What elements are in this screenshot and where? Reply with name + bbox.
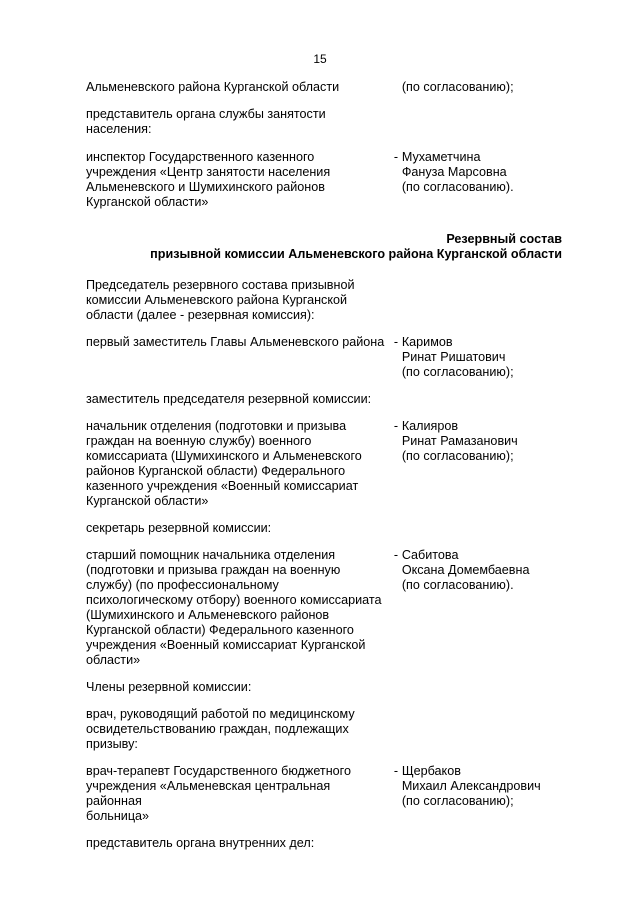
position-text: врач-терапевт Государственного бюджетного учреждения «Альменевская центральная районная больница»	[86, 764, 351, 823]
member-entry	[86, 80, 566, 95]
paragraph: представитель органа службы занятости населения:	[86, 107, 326, 136]
paragraph: Председатель резервного состава призывной комиссии Альменевского района Курганской области (далее - резервная комиссия):	[86, 278, 355, 322]
member-entry	[86, 335, 566, 380]
paragraph: Члены резервной комиссии:	[86, 680, 252, 694]
position-text: Альменевского района Курганской области	[86, 80, 340, 94]
member-entry	[86, 764, 566, 824]
position-text: начальник отделения (подготовки и призыва граждан на военную службу) военного комиссариата (Шумихинского и Альменевского районов Курганской области) Федерального казенного учреждения «Военный комиссариат Курганской области»	[86, 419, 362, 508]
position-text: старший помощник начальника отделения (подготовки и призыва граждан на военную службу) (по профессиональному психологическому отбору) военного комиссариата (Шумихинского и Альменевского районов Курганской области) Федерального казенного учреждения «Военный комиссариат Курганской области»	[86, 548, 382, 667]
document-body	[86, 80, 566, 851]
section-heading: Резервный состав призывной комиссии Альменевского района Курганской области	[150, 232, 562, 261]
paragraph: врач, руководящий работой по медицинскому освидетельствованию граждан, подлежащих призыву:	[86, 707, 355, 751]
person-name: - Каримов Ринат Ришатович (по согласованию);	[393, 335, 514, 379]
member-entry	[86, 419, 566, 509]
paragraph: представитель органа внутренних дел:	[86, 836, 315, 850]
person-name: - Сабитова Оксана Домембаевна (по согласованию).	[393, 548, 530, 592]
member-entry	[86, 150, 566, 210]
position-text: инспектор Государственного казенного учреждения «Центр занятости населения Альменевского и Шумихинского районов Курганской области»	[86, 150, 331, 209]
person-name: - Калияров Ринат Рамазанович (по согласованию);	[393, 419, 518, 463]
page-number: 15	[313, 52, 327, 66]
paragraph: секретарь резервной комиссии:	[86, 521, 272, 535]
person-name: - Мухаметчина Фануза Марсовна (по согласованию).	[393, 150, 514, 194]
position-text: первый заместитель Главы Альменевского района	[86, 335, 385, 349]
person-name: - Щербаков Михаил Александрович (по согласованию);	[393, 764, 541, 808]
paragraph: заместитель председателя резервной комиссии:	[86, 392, 372, 406]
person-name: (по согласованию);	[401, 80, 514, 94]
member-entry	[86, 548, 566, 668]
